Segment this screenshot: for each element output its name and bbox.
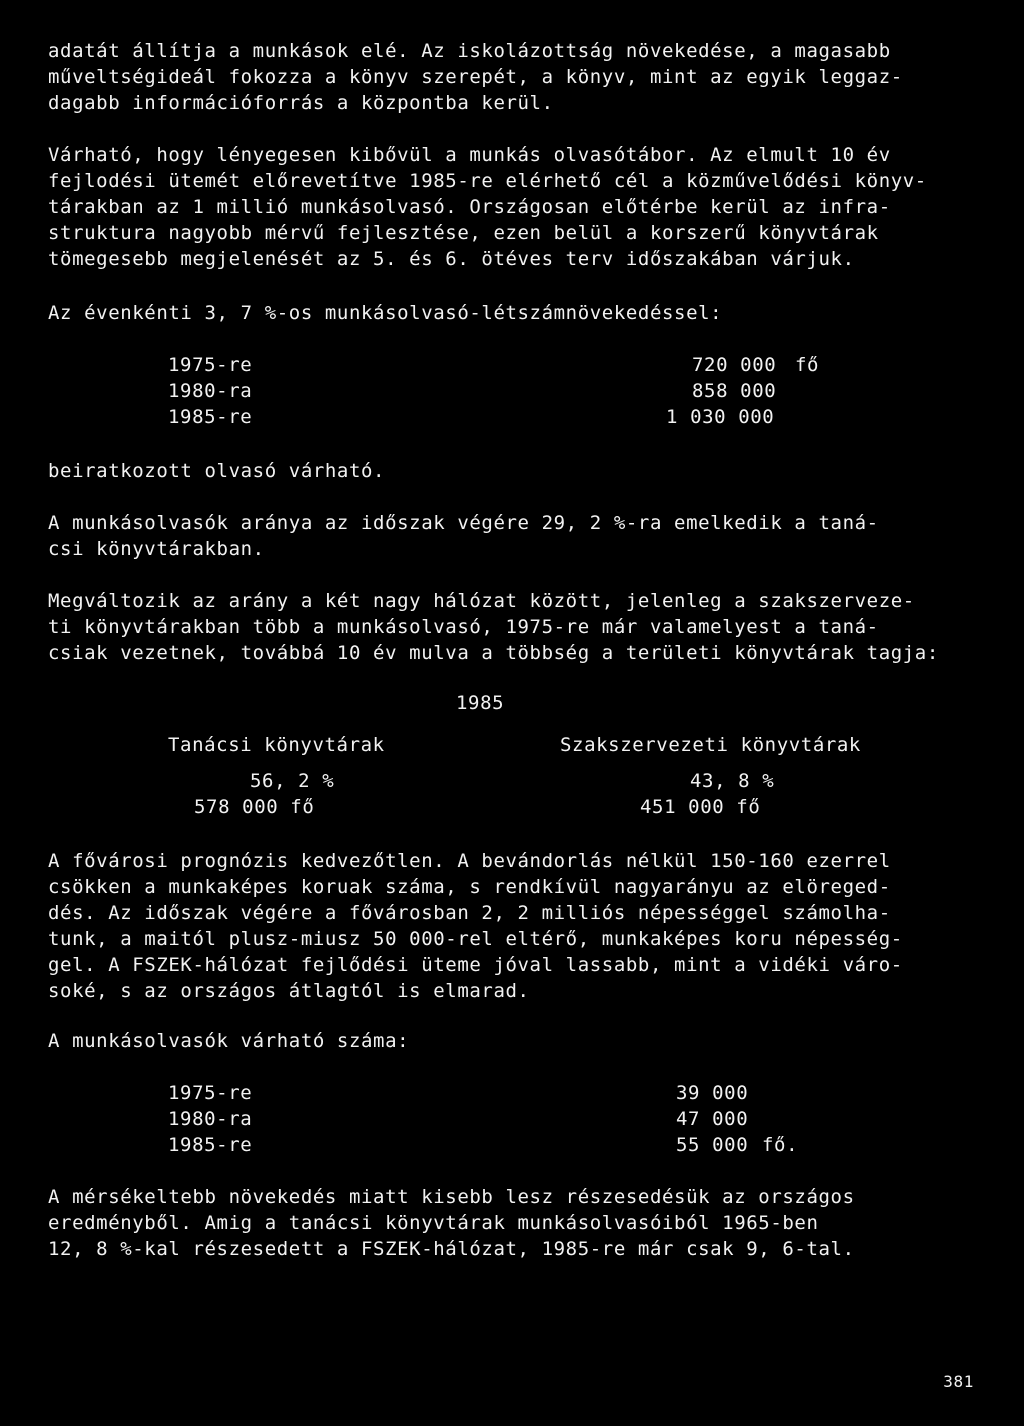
table2-header-union: Szakszervezeti könyvtárak (560, 734, 861, 756)
table1-value-1985: 1 030 000 (666, 406, 775, 428)
paragraph-intro: adatát állítja a munkások elé. Az iskolázottság növekedése, a magasabb műveltségideál fokozza a könyv szerepét, a könyv, mint az egyik leggaz- dagabb információforrás a központba kerül. (48, 40, 903, 114)
table3-unit-1985: fő. (762, 1134, 799, 1156)
table3-year-1985: 1985-re (168, 1134, 253, 1156)
table1-year-1985: 1985-re (168, 406, 253, 428)
paragraph-enrolled: beiratkozott olvasó várható. (48, 460, 386, 482)
paragraph-reader-growth: Várható, hogy lényegesen kibővül a munkás olvasótábor. Az elmult 10 év fejlodési ütemét előrevetítve 1985-re elérhető cél a közművelődési könyv- tárakban az 1 millió munkásolvasó. Országosan előtérbe kerül az infra- struktura nagyobb mérvű fejlesztése, ezen belül a korszerű könyvtárak tömegesebb megjelenését az 5. és 6. ötéves terv időszakában várjuk. (48, 144, 927, 270)
page-number: 381 (943, 1372, 974, 1391)
paragraph-network-shift: Megváltozik az arány a két nagy hálózat között, jelenleg a szakszerveze- ti könyvtárakban több a munkásolvasó, 1975-re már valamelyest a taná- csiak vezetnek, továbbá 10 év mulva a többség a területi könyvtárak tagja: (48, 590, 939, 664)
paragraph-annual-growth: Az évenkénti 3, 7 %-os munkásolvasó-létszámnövekedéssel: (48, 302, 723, 324)
table2-council-count: 578 000 fő (194, 796, 315, 818)
table1-value-1975: 720 000 (692, 354, 777, 376)
table1-unit-1975: fő (795, 354, 820, 376)
table3-value-1985: 55 000 (676, 1134, 749, 1156)
table2-union-count: 451 000 fő (640, 796, 761, 818)
paragraph-share: A mérsékeltebb növekedés miatt kisebb lesz részesedésük az országos eredményből. Amig a tanácsi könyvtárak munkásolvasóiból 1965-ben 12, 8 %-kal részesedett a FSZEK-hálózat, 1985-re már csak 9, 6-tal. (48, 1186, 855, 1260)
table3-value-1975: 39 000 (676, 1082, 749, 1104)
table2-header-council: Tanácsi könyvtárak (168, 734, 385, 756)
table2-year: 1985 (456, 692, 505, 714)
table3-year-1980: 1980-ra (168, 1108, 253, 1130)
table3-year-1975: 1975-re (168, 1082, 253, 1104)
table1-value-1980: 858 000 (692, 380, 777, 402)
paragraph-ratio: A munkásolvasók aránya az időszak végére 29, 2 %-ra emelkedik a taná- csi könyvtárakban. (48, 512, 879, 560)
table2-union-percent: 43, 8 % (690, 770, 775, 792)
table3-value-1980: 47 000 (676, 1108, 749, 1130)
table1-year-1975: 1975-re (168, 354, 253, 376)
table1-year-1980: 1980-ra (168, 380, 253, 402)
table2-council-percent: 56, 2 % (250, 770, 335, 792)
paragraph-capital-prognosis: A fővárosi prognózis kedvezőtlen. A bevándorlás nélkül 150-160 ezerrel csökken a munkaképes koruak száma, s rendkívül nagyarányu az elöreged- dés. Az időszak végére a fővárosban 2, 2 milliós népességgel számolha- tunk, a maitól plusz-miusz 50 000-rel eltérő, munkaképes koru népesség- gel. A FSZEK-hálózat fejlődési üteme jóval lassabb, mint a vidéki váro- soké, s az országos átlagtól is elmarad. (48, 850, 903, 1002)
paragraph-expected-count: A munkásolvasók várható száma: (48, 1030, 410, 1052)
